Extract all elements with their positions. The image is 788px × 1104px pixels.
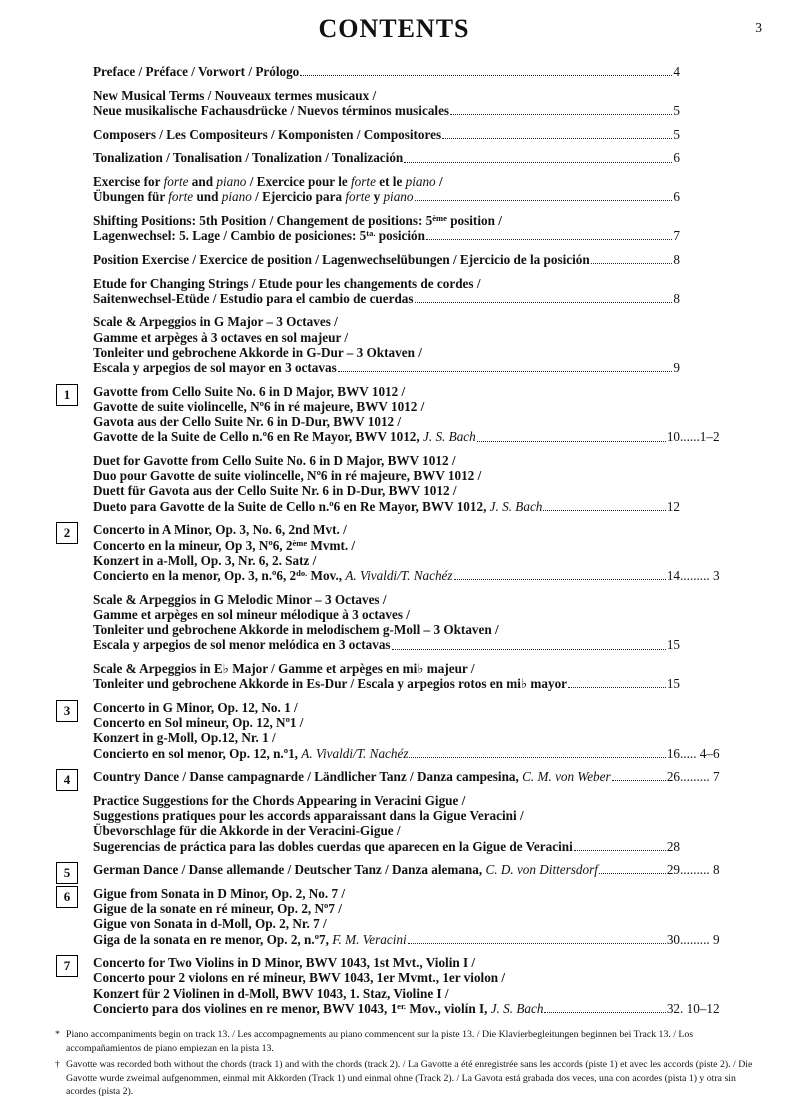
dot-leader: [408, 943, 666, 944]
toc-entry-last-line: [93, 499, 730, 514]
toc-entry-line: Concerto en la mineur, Op 3, Nº6, 2ème Mvmt. /: [93, 537, 356, 553]
toc-entry: [93, 314, 730, 375]
toc-entry-line: Etude for Changing Strings / Etude pour les changements de cordes /: [93, 275, 481, 291]
toc-entry: [93, 127, 730, 142]
toc-entry-text: Position Exercise / Exercice de position / Lagenwechselübungen / Ejercicio de la posición: [93, 251, 590, 267]
footnote-text: Gavotte was recorded both without the chords (track 1) and with the chords (track 2). / La Gavotte a été enregistrée sans les accords (piste 1) et avec les accords (piste 2). / Die Gavotte wurde zweimal aufgenommen, einmal mit Akkorden (Track 1) und einmal ohne (Track 2). / La Gavota está grabada dos veces, una con acordes (pista 1) y otra sin acordes (pista 2).: [66, 1059, 753, 1098]
track-number-box: 6: [56, 886, 78, 908]
toc-entry: [93, 252, 730, 267]
dot-leader: [300, 75, 672, 76]
cd-track-ref: ......... 9: [680, 931, 720, 947]
toc-entry-text: Concierto en la menor, Op. 3, n.º6, $2^{do.}$ Mov., A. Vivaldi/T. Nachéz: [93, 567, 453, 583]
page-ref: 8: [673, 290, 680, 306]
page-title: CONTENTS: [318, 14, 470, 43]
toc-entry-line: Übevorschlage für die Akkorde in der Veracini-Gigue /: [93, 823, 401, 839]
toc-entry: [63, 522, 730, 583]
toc-entry-line: Exercise for forte and piano / Exercice pour le forte et le piano /: [93, 174, 443, 190]
dot-leader: [599, 873, 666, 874]
toc-entry-text: Sugerencias de práctica para las dobles cuerdas que aparecen en la Gigue de Veracini: [93, 838, 573, 854]
toc-entry-last-line: [93, 746, 730, 761]
toc-entry-line: Practice Suggestions for the Chords Appearing in Veracini Gigue /: [93, 792, 466, 808]
toc-entry-last-line: [93, 1001, 730, 1016]
cd-track-ref: ..... 4–6: [680, 745, 720, 761]
toc-entry-line: Concerto in A Minor, Op. 3, No. 6, 2nd Mvt. /: [93, 522, 347, 538]
toc-entry-text: German Dance / Danse allemande / Deutscher Tanz / Danza alemana, C. D. von Dittersdorf: [93, 862, 598, 878]
page-ref: 16: [666, 745, 680, 761]
toc-entry-last-line: [93, 676, 730, 691]
footnote-marker: *: [55, 1029, 60, 1041]
dot-leader: [392, 649, 666, 650]
page-ref: 28: [666, 838, 680, 854]
toc-entry-line: Tonleiter und gebrochene Akkorde in melodischem g-Moll – 3 Oktaven /: [93, 622, 499, 638]
toc-entry-text: Country Dance / Danse campagnarde / Ländlicher Tanz / Danza campesina, C. M. von Weber: [93, 769, 611, 785]
toc-entry-text: Gavotte de la Suite de Cello n.º6 en Re Mayor, BWV 1012, J. S. Bach: [93, 429, 476, 445]
toc-entry-line: Concerto pour 2 violons en ré mineur, BWV 1043, 1er Mvmt., 1er violon /: [93, 970, 506, 986]
toc-entry-text: Lagenwechsel: 5. Lage / Cambio de posiciones: $5^{ta.}$ posición: [93, 228, 425, 244]
dot-leader: [568, 687, 666, 688]
toc-entry-line: Duet for Gavotte from Cello Suite No. 6 in D Major, BWV 1012 /: [93, 453, 456, 469]
toc-entry-text: Übungen für forte und piano / Ejercicio para forte y piano: [93, 189, 414, 205]
toc-entry-line: Scale & Arpeggios in E♭ Major / Gamme et arpèges en mi♭ majeur /: [93, 661, 475, 676]
footnote-marker: †: [55, 1059, 60, 1071]
toc-entry-line: Concerto en Sol mineur, Op. 12, Nº1 /: [93, 715, 304, 731]
toc-entry: [63, 955, 730, 1016]
toc-entry: [93, 174, 730, 204]
toc-entry-line: Scale & Arpeggios in G Major – 3 Octaves /: [93, 314, 338, 330]
toc-entry-line: Konzert in g-Moll, Op.12, Nr. 1 /: [93, 730, 276, 746]
cd-track-ref: ......... 7: [680, 769, 720, 785]
toc-entry-text: Saitenwechsel-Etüde / Estudio para el cambio de cuerdas: [93, 290, 414, 306]
page-ref: 7: [673, 228, 680, 244]
toc-entry-text: Giga de la sonata en re menor, Op. 2, n.º7, F. M. Veracini: [93, 931, 407, 947]
toc-entry-last-line: [93, 932, 730, 947]
toc-entry: [93, 661, 730, 691]
toc-entry-line: Gigue from Sonata in D Minor, Op. 2, No. 7 /: [93, 885, 346, 901]
toc-entry-last-line: [93, 228, 730, 243]
toc-entry-text: Tonalization / Tonalisation / Tonalization / Tonalización: [93, 150, 404, 166]
toc-entry: [93, 453, 730, 514]
track-number-box: 1: [56, 384, 78, 406]
toc-entry-line: Duett für Gavota aus der Cello Suite Nr. 6 in D-Dur, BWV 1012 /: [93, 483, 457, 499]
toc-entry-line: Shifting Positions: 5th Position / Changement de positions: 5ème position /: [93, 212, 502, 228]
contents-page: [0, 14, 788, 1099]
toc-entry-line: Gigue de la sonate en ré mineur, Op. 2, Nº7 /: [93, 901, 342, 917]
toc-entry-text: Concierto para dos violines en re menor, BWV 1043, $1^{er.}$ Mov., violín I, J. S. Bach: [93, 1000, 544, 1016]
toc-entry-line: Konzert für 2 Violinen in d-Moll, BWV 1043, 1. Staz, Violine I /: [93, 985, 449, 1001]
toc-entry: [93, 592, 730, 653]
toc-entry-last-line: [93, 769, 730, 784]
dot-leader: [426, 239, 672, 240]
toc-entry-last-line: [93, 839, 730, 854]
toc-entry-last-line: [93, 127, 730, 142]
toc-entry: [63, 862, 730, 881]
toc-entry-last-line: [93, 429, 730, 444]
page-ref: 32: [666, 1000, 680, 1016]
footnote: [57, 1058, 768, 1099]
page-ref: 15: [666, 676, 680, 692]
track-number-box: 7: [56, 955, 78, 977]
toc-entry-last-line: [93, 568, 730, 583]
toc-entry-last-line: [93, 64, 730, 79]
page-ref: 6: [673, 150, 680, 166]
toc-entry: [63, 699, 730, 761]
cd-track-ref: ......... 8: [680, 862, 720, 878]
toc-entry-last-line: [93, 637, 730, 652]
page-ref: 29: [666, 862, 680, 878]
toc-entry-line: New Musical Terms / Nouveaux termes musicaux /: [93, 87, 377, 103]
page-ref: 12: [666, 498, 680, 514]
toc-entry-line: Gigue von Sonata in d-Moll, Op. 2, Nr. 7 /: [93, 916, 327, 932]
page-ref: 8: [673, 251, 680, 267]
page-ref: 14: [666, 567, 680, 583]
toc-entry-last-line: [93, 252, 730, 267]
page-ref: 5: [673, 102, 680, 118]
toc-entry: [93, 150, 730, 165]
dot-leader: [543, 510, 665, 511]
dot-leader: [442, 138, 672, 139]
toc-entry-text: Preface / Préface / Vorwort / Prólogo: [93, 64, 300, 79]
toc-entry-line: Suggestions pratiques pour les accords apparaissant dans la Gigue Veracini /: [93, 808, 524, 824]
page-ref: 6: [673, 189, 680, 205]
toc-entry-text: Composers / Les Compositeurs / Komponisten / Compositores: [93, 126, 442, 142]
toc-entry: [93, 88, 730, 118]
dot-leader: [544, 1012, 665, 1013]
dot-leader: [415, 200, 673, 201]
toc-entry: [93, 793, 730, 854]
dot-leader: [450, 114, 672, 115]
toc-entry-line: Konzert in a-Moll, Op. 3, Nr. 6, 2. Satz /: [93, 552, 317, 568]
toc-list: [63, 64, 730, 1016]
toc-entry-line: Scale & Arpeggios in G Melodic Minor – 3 Octaves /: [93, 591, 387, 607]
dot-leader: [338, 371, 673, 372]
page-ref: 10: [666, 429, 680, 445]
toc-entry-last-line: [93, 360, 730, 375]
page-ref: 5: [673, 126, 680, 142]
track-number-box: 2: [56, 522, 78, 544]
footnotes: [57, 1028, 768, 1099]
toc-entry: [63, 885, 730, 947]
page-ref: 4: [673, 64, 680, 79]
toc-entry: [93, 64, 730, 79]
toc-entry-line: Concerto for Two Violins in D Minor, BWV 1043, 1st Mvt., Violin I /: [93, 955, 476, 971]
toc-entry-last-line: [93, 862, 730, 877]
cd-track-ref: . 10–12: [680, 1000, 720, 1016]
footnote-text: Piano accompaniments begin on track 13. / Les accompagnements au piano commencent sur la piste 13. / Die Klavierbegleitungen beginnen bei Track 13. / Los accompañamientos de piano empiezan en la pista 13.: [66, 1029, 694, 1054]
cd-track-ref: ......... 3: [680, 567, 720, 583]
footnote: [57, 1028, 768, 1055]
toc-entry-last-line: [93, 103, 730, 118]
page-ref: 15: [666, 637, 680, 653]
toc-entry-line: Gamme et arpèges en sol mineur mélodique à 3 octaves /: [93, 606, 410, 622]
toc-entry-line: Gavotte de suite violincelle, Nº6 in ré majeure, BWV 1012 /: [93, 398, 425, 414]
dot-leader: [591, 263, 673, 264]
dot-leader: [415, 302, 673, 303]
toc-entry-last-line: [93, 189, 730, 204]
toc-entry-text: Concierto en sol menor, Op. 12, n.º1, A. Vivaldi/T. Nachéz: [93, 745, 409, 761]
page-ref: 30: [666, 931, 680, 947]
toc-entry-line: Gavota aus der Cello Suite Nr. 6 in D-Dur, BWV 1012 /: [93, 414, 402, 430]
track-number-box: 4: [56, 769, 78, 791]
dot-leader: [409, 757, 665, 758]
page-ref: 26: [666, 769, 680, 785]
toc-entry-last-line: [93, 150, 730, 165]
toc-entry-line: Concerto in G Minor, Op. 12, No. 1 /: [93, 699, 298, 715]
cd-track-ref: ......1–2: [680, 429, 720, 445]
toc-entry-text: Escala y arpegios de sol menor melódica en 3 octavas: [93, 637, 391, 653]
track-number-box: 5: [56, 862, 78, 884]
toc-entry-line: Tonleiter und gebrochene Akkorde in G-Dur – 3 Oktaven /: [93, 344, 422, 360]
toc-entry-text: Neue musikalische Fachausdrücke / Nuevos términos musicales: [93, 102, 450, 118]
dot-leader: [477, 441, 666, 442]
dot-leader: [612, 780, 666, 781]
dot-leader: [404, 162, 672, 163]
toc-entry-text: Escala y arpegios de sol mayor en 3 octavas: [93, 360, 337, 376]
toc-entry: [93, 213, 730, 243]
toc-entry: [63, 383, 730, 445]
toc-entry-line: Gamme et arpèges à 3 octaves en sol majeur /: [93, 329, 349, 345]
toc-entry-text: Dueto para Gavotte de la Suite de Cello n.º6 en Re Mayor, BWV 1012, J. S. Bach: [93, 498, 543, 514]
toc-entry-text: Tonleiter und gebrochene Akkorde in Es-Dur / Escala y arpegios rotos en mi♭ mayor: [93, 676, 568, 692]
toc-entry: [93, 276, 730, 306]
dot-leader: [454, 579, 666, 580]
toc-entry: [63, 769, 730, 788]
toc-entry-line: Duo pour Gavotte de suite violincelle, Nº6 in ré majeure, BWV 1012 /: [93, 468, 482, 484]
track-number-box: 3: [56, 700, 78, 722]
toc-entry-last-line: [93, 291, 730, 306]
page-ref: 9: [673, 360, 680, 376]
page-number: 3: [755, 20, 762, 35]
dot-leader: [574, 850, 666, 851]
toc-entry-line: Gavotte from Cello Suite No. 6 in D Major, BWV 1012 /: [93, 383, 406, 399]
